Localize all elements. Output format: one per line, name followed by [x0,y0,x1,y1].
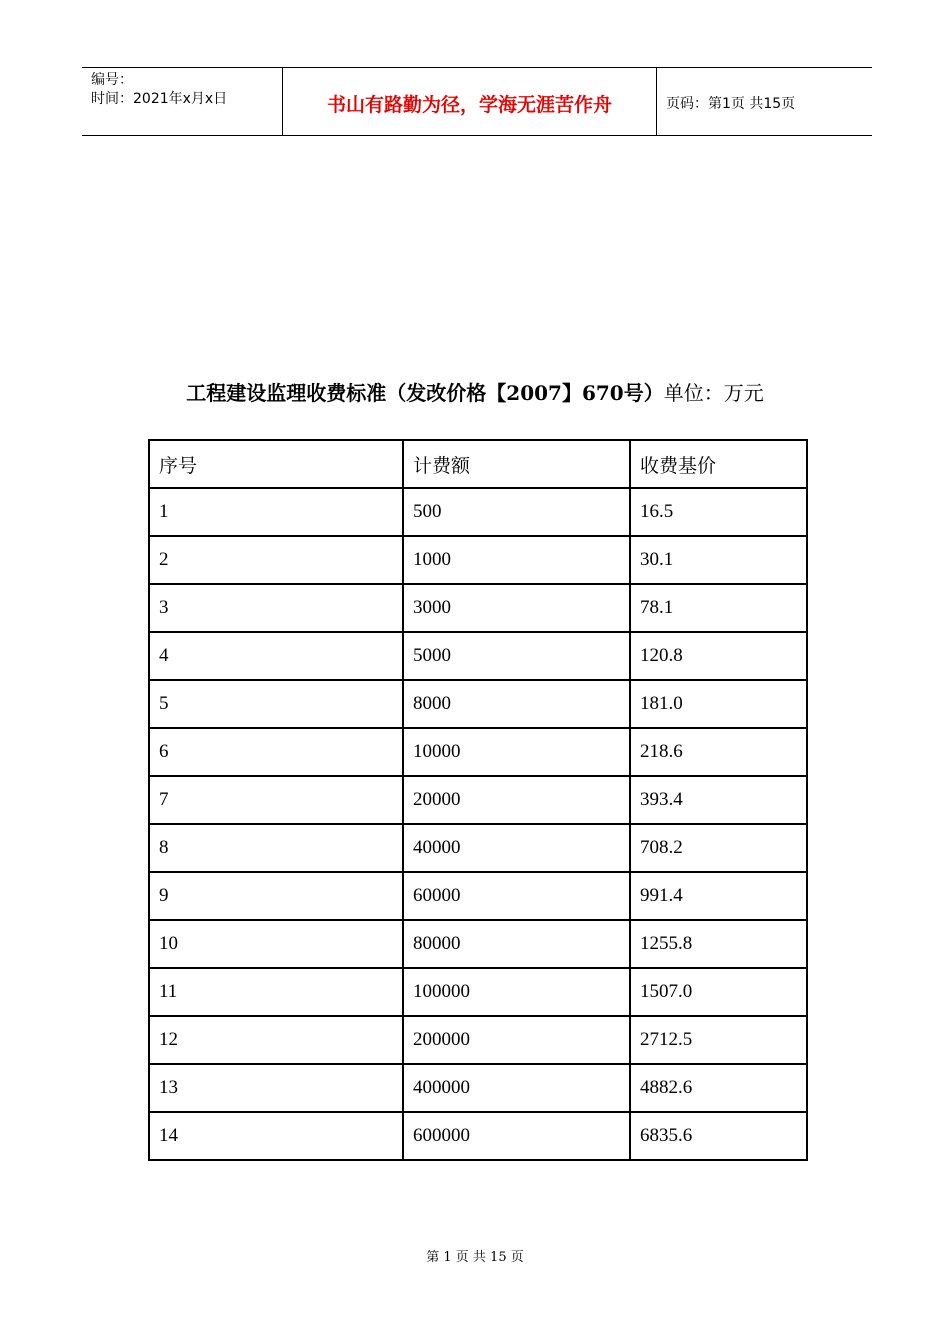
cell-base-price: 16.5 [630,488,807,536]
cell-fee-base: 400000 [403,1064,630,1112]
header-page-info: 页码：第1页 共15页 [666,95,796,112]
cell-index: 7 [149,776,403,824]
cell-index: 11 [149,968,403,1016]
table-row [149,536,807,584]
document-time-label: 时间：2021年x月x日 [91,91,228,107]
column-header-fee-base: 计费额 [403,440,630,488]
document-title-main: 工程建设监理收费标准（发改价格【2007】670号） [186,381,664,405]
table-row [149,1016,807,1064]
table-row [149,584,807,632]
table-row [149,1064,807,1112]
cell-fee-base: 600000 [403,1112,630,1160]
cell-base-price: 708.2 [630,824,807,872]
cell-base-price: 2712.5 [630,1016,807,1064]
table-header-row [149,440,807,488]
page-header [82,67,872,136]
cell-index: 5 [149,680,403,728]
cell-index: 3 [149,584,403,632]
table-body [149,488,807,1160]
document-title [0,377,950,406]
cell-index: 8 [149,824,403,872]
cell-base-price: 1507.0 [630,968,807,1016]
table-row [149,680,807,728]
cell-index: 1 [149,488,403,536]
fee-standard-table [148,439,808,1161]
cell-fee-base: 5000 [403,632,630,680]
table-row [149,968,807,1016]
cell-fee-base: 3000 [403,584,630,632]
cell-base-price: 78.1 [630,584,807,632]
cell-fee-base: 80000 [403,920,630,968]
cell-index: 6 [149,728,403,776]
cell-fee-base: 10000 [403,728,630,776]
table-row [149,920,807,968]
document-title-unit: 单位：万元 [663,381,764,405]
cell-base-price: 120.8 [630,632,807,680]
cell-fee-base: 20000 [403,776,630,824]
table-row [149,728,807,776]
cell-base-price: 1255.8 [630,920,807,968]
cell-base-price: 181.0 [630,680,807,728]
cell-base-price: 393.4 [630,776,807,824]
cell-base-price: 30.1 [630,536,807,584]
column-header-index: 序号 [149,440,403,488]
cell-index: 14 [149,1112,403,1160]
cell-fee-base: 200000 [403,1016,630,1064]
cell-fee-base: 1000 [403,536,630,584]
header-meta [82,68,283,135]
table-row [149,776,807,824]
cell-base-price: 4882.6 [630,1064,807,1112]
table-row [149,632,807,680]
cell-fee-base: 60000 [403,872,630,920]
cell-index: 13 [149,1064,403,1112]
cell-fee-base: 40000 [403,824,630,872]
cell-fee-base: 8000 [403,680,630,728]
document-number-label: 编号： [91,72,133,88]
cell-base-price: 991.4 [630,872,807,920]
cell-index: 12 [149,1016,403,1064]
table-row [149,488,807,536]
cell-fee-base: 500 [403,488,630,536]
page-footer: 第 1 页 共 15 页 [426,1250,524,1265]
cell-index: 9 [149,872,403,920]
cell-base-price: 6835.6 [630,1112,807,1160]
cell-fee-base: 100000 [403,968,630,1016]
cell-base-price: 218.6 [630,728,807,776]
cell-index: 4 [149,632,403,680]
header-motto: 书山有路勤为径，学海无涯苦作舟 [283,68,657,135]
cell-index: 2 [149,536,403,584]
table-row [149,1112,807,1160]
table-row [149,824,807,872]
column-header-base-price: 收费基价 [630,440,807,488]
table-row [149,872,807,920]
cell-index: 10 [149,920,403,968]
